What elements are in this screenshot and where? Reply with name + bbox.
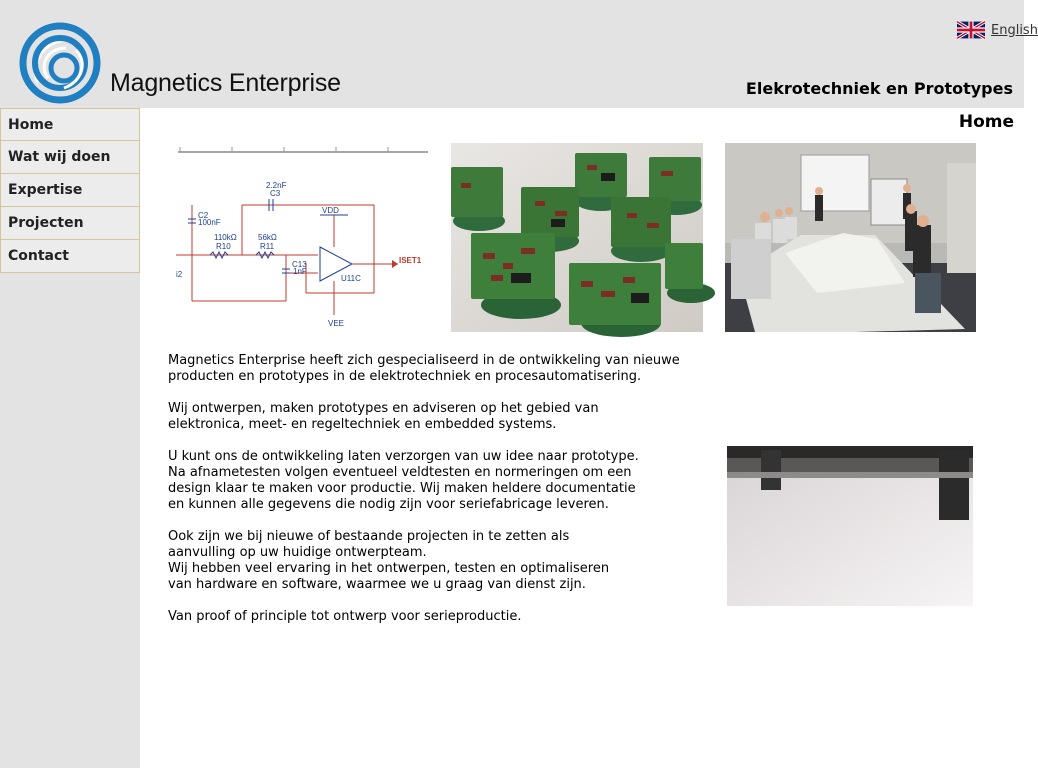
brand-name: Magnetics Enterprise: [110, 69, 341, 97]
schematic-label-vdd: VDD: [322, 206, 339, 215]
sidebar-item-expertise[interactable]: Expertise: [0, 174, 140, 207]
intro-paragraph-1: Magnetics Enterprise heeft zich gespecialiseerd in de ontwikkeling van nieuwe producten en prototypes in de elektrotechniek en procesautomatisering.: [168, 353, 680, 384]
sidebar-item-home[interactable]: Home: [0, 108, 140, 141]
main-content: [168, 353, 708, 641]
header: [0, 0, 1038, 108]
meeting-room-photo: [725, 143, 976, 332]
language-switch[interactable]: [957, 21, 1038, 39]
schematic-label-c3-value: 2.2nF: [266, 181, 287, 190]
language-link[interactable]: English: [991, 22, 1038, 38]
sidebar-item-wat-wij-doen[interactable]: Wat wij doen: [0, 141, 140, 174]
schematic-label-r11-value: 56kΩ: [258, 233, 277, 242]
intro-paragraph-5: Van proof of principle tot ontwerp voor serieproductie.: [168, 609, 522, 624]
magnetics-logo[interactable]: [18, 20, 102, 106]
pcb-boards-photo: [451, 143, 703, 332]
schematic-label-u11c: U11C: [341, 274, 361, 283]
schematic-label-c2-value: 100nF: [198, 218, 221, 227]
intro-paragraph-3: U kunt ons de ontwikkeling laten verzorgen van uw idee naar prototype. Na afnametesten volgen eventueel veldtesten en normeringen om een design klaar te maken voor productie. Wij maken heldere documentatie en kunnen alle gegevens die nodig zijn voor seriefabricage leveren.: [168, 449, 639, 512]
schematic-label-vee: VEE: [328, 319, 345, 328]
schematic-label-c13-value: 1nF: [293, 267, 307, 276]
plotter-photo: [727, 446, 973, 606]
tagline: Elekrotechniek en Prototypes: [745, 79, 1013, 98]
intro-paragraph-2: Wij ontwerpen, maken prototypes en adviseren op het gebied van elektronica, meet- en regeltechniek en embedded systems.: [168, 401, 599, 432]
schematic-label-c13: C13: [292, 260, 307, 269]
sidebar-item-projecten[interactable]: Projecten: [0, 207, 140, 240]
schematic-label-r10: R10: [216, 242, 231, 251]
uk-flag-icon: [957, 21, 985, 39]
schematic-label-r10-value: 110kΩ: [214, 233, 237, 242]
schematic-label-iset1: ISET1: [399, 256, 422, 265]
schematic-label-left: i2: [176, 270, 183, 279]
sidebar: [0, 108, 140, 768]
schematic-label-c3: C3: [270, 189, 281, 198]
schematic-label-c2: C2: [198, 211, 209, 220]
sidebar-item-contact[interactable]: Contact: [0, 240, 140, 273]
intro-paragraph-4: Ook zijn we bij nieuwe of bestaande projecten in te zetten als aanvulling op uw huidige ontwerpteam. Wij hebben veel ervaring in het ontwerpen, testen en optimaliseren van hardware en software, waarmee we u graag van dienst zijn.: [168, 529, 610, 592]
page-title: Home: [958, 112, 1014, 132]
circuit-schematic-image: [170, 143, 432, 333]
schematic-label-r11: R11: [260, 242, 275, 251]
